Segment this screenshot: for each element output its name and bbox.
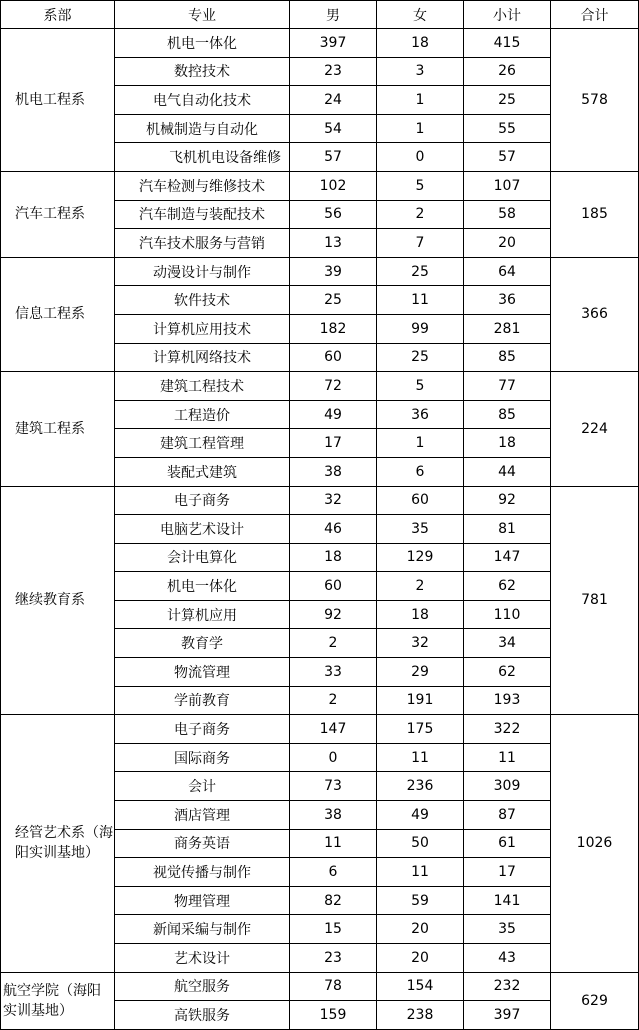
male-count-cell: 33 xyxy=(290,658,377,687)
major-cell: 机械制造与自动化 xyxy=(115,114,290,143)
major-cell: 汽车检测与维修技术 xyxy=(115,171,290,200)
male-count-cell: 17 xyxy=(290,429,377,458)
major-cell: 会计电算化 xyxy=(115,543,290,572)
female-count-cell: 236 xyxy=(377,772,464,801)
male-count-cell: 11 xyxy=(290,829,377,858)
female-count-cell: 59 xyxy=(377,886,464,915)
major-cell: 电脑艺术设计 xyxy=(115,515,290,544)
major-cell: 工程造价 xyxy=(115,400,290,429)
female-count-cell: 18 xyxy=(377,600,464,629)
male-count-cell: 13 xyxy=(290,229,377,258)
female-count-cell: 5 xyxy=(377,372,464,401)
female-count-cell: 20 xyxy=(377,915,464,944)
subtotal-cell: 85 xyxy=(464,343,551,372)
subtotal-cell: 92 xyxy=(464,486,551,515)
subtotal-cell: 110 xyxy=(464,600,551,629)
subtotal-cell: 62 xyxy=(464,658,551,687)
male-count-cell: 2 xyxy=(290,629,377,658)
department-cell: 建筑工程系 xyxy=(1,372,115,486)
major-cell: 航空服务 xyxy=(115,972,290,1001)
male-count-cell: 397 xyxy=(290,29,377,58)
header-major: 专业 xyxy=(115,1,290,29)
male-count-cell: 147 xyxy=(290,715,377,744)
major-cell: 建筑工程技术 xyxy=(115,372,290,401)
female-count-cell: 238 xyxy=(377,1001,464,1030)
major-cell: 学前教育 xyxy=(115,686,290,715)
female-count-cell: 36 xyxy=(377,400,464,429)
male-count-cell: 46 xyxy=(290,515,377,544)
female-count-cell: 7 xyxy=(377,229,464,258)
department-total-cell: 185 xyxy=(551,171,639,257)
header-department: 系部 xyxy=(1,1,115,29)
subtotal-cell: 147 xyxy=(464,543,551,572)
major-cell: 建筑工程管理 xyxy=(115,429,290,458)
subtotal-cell: 85 xyxy=(464,400,551,429)
male-count-cell: 56 xyxy=(290,200,377,229)
header-total: 合计 xyxy=(551,1,639,29)
female-count-cell: 29 xyxy=(377,658,464,687)
male-count-cell: 38 xyxy=(290,801,377,830)
subtotal-cell: 62 xyxy=(464,572,551,601)
table-row xyxy=(1,972,639,1001)
major-cell: 商务英语 xyxy=(115,829,290,858)
male-count-cell: 15 xyxy=(290,915,377,944)
subtotal-cell: 25 xyxy=(464,86,551,115)
table-row xyxy=(1,171,639,200)
subtotal-cell: 18 xyxy=(464,429,551,458)
female-count-cell: 6 xyxy=(377,457,464,486)
major-cell: 汽车制造与装配技术 xyxy=(115,200,290,229)
male-count-cell: 0 xyxy=(290,743,377,772)
male-count-cell: 38 xyxy=(290,457,377,486)
subtotal-cell: 61 xyxy=(464,829,551,858)
major-cell: 视觉传播与制作 xyxy=(115,858,290,887)
major-cell: 酒店管理 xyxy=(115,801,290,830)
subtotal-cell: 193 xyxy=(464,686,551,715)
major-cell: 国际商务 xyxy=(115,743,290,772)
male-count-cell: 72 xyxy=(290,372,377,401)
female-count-cell: 1 xyxy=(377,114,464,143)
subtotal-cell: 309 xyxy=(464,772,551,801)
female-count-cell: 2 xyxy=(377,200,464,229)
female-count-cell: 11 xyxy=(377,743,464,772)
subtotal-cell: 415 xyxy=(464,29,551,58)
subtotal-cell: 58 xyxy=(464,200,551,229)
department-total-cell: 629 xyxy=(551,972,639,1029)
subtotal-cell: 281 xyxy=(464,314,551,343)
subtotal-cell: 36 xyxy=(464,286,551,315)
major-cell: 计算机网络技术 xyxy=(115,343,290,372)
major-cell: 新闻采编与制作 xyxy=(115,915,290,944)
subtotal-cell: 107 xyxy=(464,171,551,200)
table-row xyxy=(1,29,639,58)
female-count-cell: 35 xyxy=(377,515,464,544)
male-count-cell: 23 xyxy=(290,944,377,973)
major-cell: 动漫设计与制作 xyxy=(115,257,290,286)
female-count-cell: 191 xyxy=(377,686,464,715)
male-count-cell: 60 xyxy=(290,572,377,601)
female-count-cell: 25 xyxy=(377,257,464,286)
male-count-cell: 60 xyxy=(290,343,377,372)
subtotal-cell: 87 xyxy=(464,801,551,830)
female-count-cell: 175 xyxy=(377,715,464,744)
major-cell: 高铁服务 xyxy=(115,1001,290,1030)
male-count-cell: 23 xyxy=(290,57,377,86)
major-cell: 机电一体化 xyxy=(115,572,290,601)
female-count-cell: 129 xyxy=(377,543,464,572)
table-row xyxy=(1,257,639,286)
department-cell: 信息工程系 xyxy=(1,257,115,371)
subtotal-cell: 232 xyxy=(464,972,551,1001)
female-count-cell: 25 xyxy=(377,343,464,372)
header-female: 女 xyxy=(377,1,464,29)
subtotal-cell: 43 xyxy=(464,944,551,973)
female-count-cell: 11 xyxy=(377,858,464,887)
female-count-cell: 49 xyxy=(377,801,464,830)
major-cell: 计算机应用 xyxy=(115,600,290,629)
male-count-cell: 182 xyxy=(290,314,377,343)
subtotal-cell: 44 xyxy=(464,457,551,486)
male-count-cell: 92 xyxy=(290,600,377,629)
major-cell: 物流管理 xyxy=(115,658,290,687)
major-cell: 教育学 xyxy=(115,629,290,658)
female-count-cell: 11 xyxy=(377,286,464,315)
female-count-cell: 2 xyxy=(377,572,464,601)
department-cell: 汽车工程系 xyxy=(1,171,115,257)
header-row xyxy=(1,1,639,29)
female-count-cell: 60 xyxy=(377,486,464,515)
major-cell: 软件技术 xyxy=(115,286,290,315)
subtotal-cell: 77 xyxy=(464,372,551,401)
male-count-cell: 159 xyxy=(290,1001,377,1030)
table-row xyxy=(1,715,639,744)
female-count-cell: 5 xyxy=(377,171,464,200)
major-cell: 机电一体化 xyxy=(115,29,290,58)
department-cell: 航空学院（海阳实训基地） xyxy=(1,972,115,1029)
female-count-cell: 0 xyxy=(377,143,464,172)
major-cell: 艺术设计 xyxy=(115,944,290,973)
subtotal-cell: 57 xyxy=(464,143,551,172)
male-count-cell: 102 xyxy=(290,171,377,200)
subtotal-cell: 81 xyxy=(464,515,551,544)
subtotal-cell: 322 xyxy=(464,715,551,744)
subtotal-cell: 35 xyxy=(464,915,551,944)
major-cell: 汽车技术服务与营销 xyxy=(115,229,290,258)
major-cell: 数控技术 xyxy=(115,57,290,86)
male-count-cell: 78 xyxy=(290,972,377,1001)
department-total-cell: 578 xyxy=(551,29,639,172)
female-count-cell: 32 xyxy=(377,629,464,658)
male-count-cell: 6 xyxy=(290,858,377,887)
major-cell: 电子商务 xyxy=(115,486,290,515)
department-cell: 继续教育系 xyxy=(1,486,115,715)
female-count-cell: 20 xyxy=(377,944,464,973)
female-count-cell: 3 xyxy=(377,57,464,86)
major-cell: 物理管理 xyxy=(115,886,290,915)
male-count-cell: 57 xyxy=(290,143,377,172)
male-count-cell: 25 xyxy=(290,286,377,315)
department-cell: 机电工程系 xyxy=(1,29,115,172)
male-count-cell: 18 xyxy=(290,543,377,572)
subtotal-cell: 20 xyxy=(464,229,551,258)
male-count-cell: 2 xyxy=(290,686,377,715)
subtotal-cell: 141 xyxy=(464,886,551,915)
department-total-cell: 224 xyxy=(551,372,639,486)
subtotal-cell: 34 xyxy=(464,629,551,658)
department-total-cell: 781 xyxy=(551,486,639,715)
department-total-cell: 366 xyxy=(551,257,639,371)
male-count-cell: 82 xyxy=(290,886,377,915)
header-male: 男 xyxy=(290,1,377,29)
male-count-cell: 49 xyxy=(290,400,377,429)
female-count-cell: 1 xyxy=(377,86,464,115)
female-count-cell: 1 xyxy=(377,429,464,458)
subtotal-cell: 26 xyxy=(464,57,551,86)
subtotal-cell: 55 xyxy=(464,114,551,143)
female-count-cell: 154 xyxy=(377,972,464,1001)
subtotal-cell: 11 xyxy=(464,743,551,772)
header-subtotal: 小计 xyxy=(464,1,551,29)
major-cell: 装配式建筑 xyxy=(115,457,290,486)
male-count-cell: 73 xyxy=(290,772,377,801)
table-row xyxy=(1,372,639,401)
major-cell: 飞机机电设备维修 xyxy=(115,143,290,172)
table-row xyxy=(1,486,639,515)
table-body xyxy=(1,29,639,1030)
department-total-cell: 1026 xyxy=(551,715,639,972)
subtotal-cell: 64 xyxy=(464,257,551,286)
male-count-cell: 54 xyxy=(290,114,377,143)
female-count-cell: 18 xyxy=(377,29,464,58)
subtotal-cell: 397 xyxy=(464,1001,551,1030)
male-count-cell: 39 xyxy=(290,257,377,286)
female-count-cell: 99 xyxy=(377,314,464,343)
subtotal-cell: 17 xyxy=(464,858,551,887)
major-cell: 会计 xyxy=(115,772,290,801)
female-count-cell: 50 xyxy=(377,829,464,858)
major-cell: 电子商务 xyxy=(115,715,290,744)
major-cell: 计算机应用技术 xyxy=(115,314,290,343)
major-cell: 电气自动化技术 xyxy=(115,86,290,115)
male-count-cell: 24 xyxy=(290,86,377,115)
male-count-cell: 32 xyxy=(290,486,377,515)
department-cell: 经管艺术系（海阳实训基地） xyxy=(1,715,115,972)
